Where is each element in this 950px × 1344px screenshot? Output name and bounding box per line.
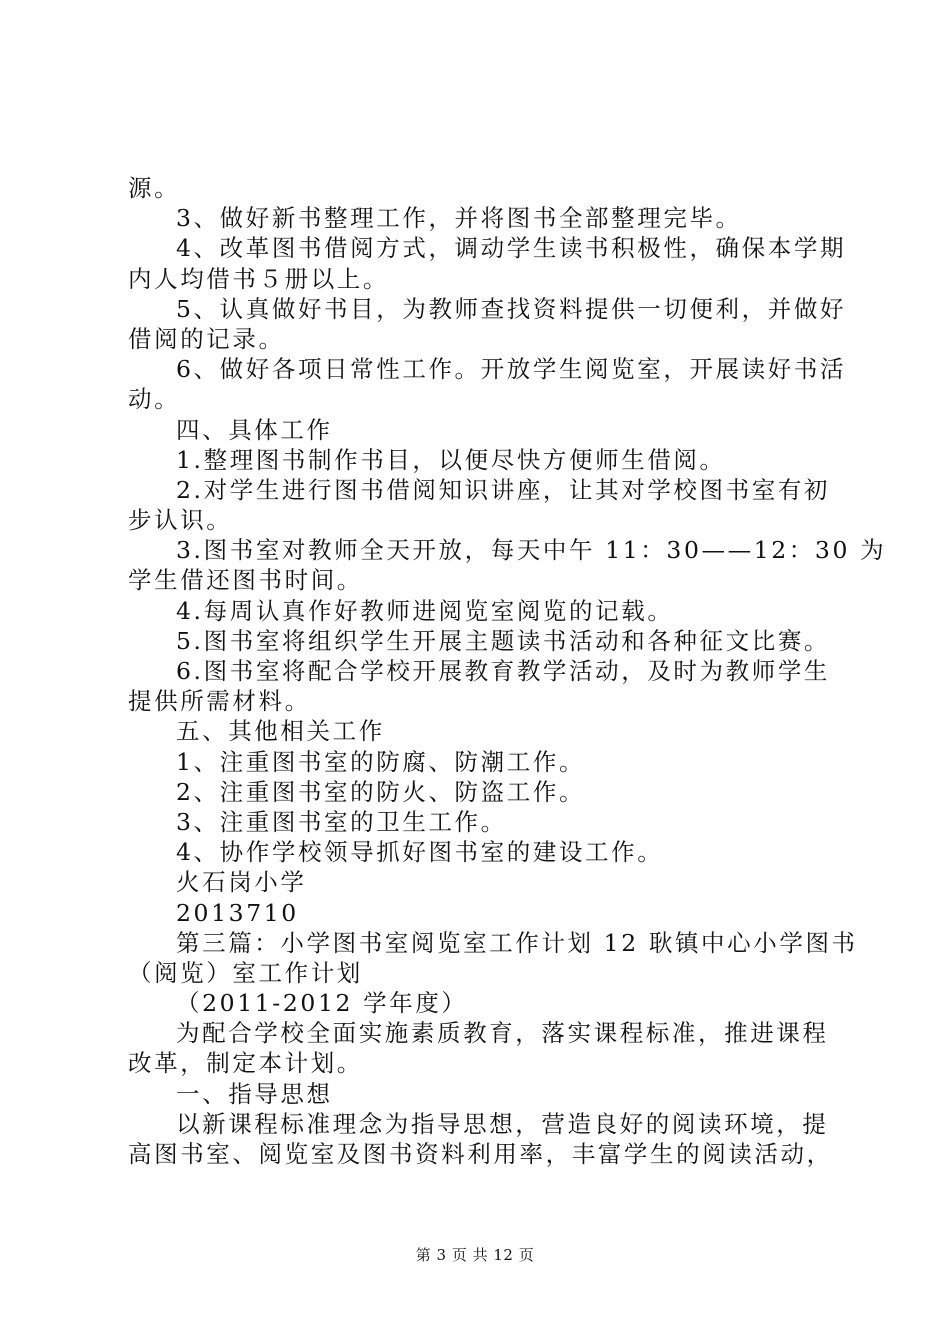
paragraph-line: 四、具体工作: [176, 415, 333, 444]
paragraph-line: 3、注重图书室的卫生工作。: [176, 807, 507, 836]
paragraph-line: 改革，制定本计划。: [128, 1049, 363, 1078]
paragraph-line: 6、做好各项日常性工作。开放学生阅览室，开展读好书活: [176, 355, 847, 384]
paragraph-line: 4、协作学校领导抓好图书室的建设工作。: [176, 838, 664, 867]
paragraph-line: 2、注重图书室的防火、防盗工作。: [176, 777, 586, 806]
paragraph-line: 1、注重图书室的防腐、防潮工作。: [176, 747, 586, 776]
paragraph-line: 为配合学校全面实施素质教育，落实课程标准，推进课程: [176, 1019, 829, 1048]
paragraph-line: （2011-2012 学年度）: [176, 989, 468, 1018]
paragraph-line: 2.对学生进行图书借阅知识讲座，让其对学校图书室有初: [176, 475, 831, 504]
paragraph-line: 内人均借书５册以上。: [128, 264, 389, 293]
paragraph-line: 源。: [128, 174, 181, 202]
document-body: [128, 173, 887, 1169]
paragraph-line: 提供所需材料。: [128, 687, 311, 716]
paragraph-line: 一、指导思想: [176, 1079, 333, 1108]
paragraph-line: 4.每周认真作好教师进阅览室阅览的记载。: [176, 596, 674, 625]
page-footer: 第 3 页 共 12 页: [415, 1246, 535, 1264]
paragraph-line: 高图书室、阅览室及图书资料利用率，丰富学生的阅读活动，: [128, 1140, 833, 1168]
paragraph-line: 5.图书室将组织学生开展主题读书活动和各种征文比赛。: [176, 626, 831, 655]
paragraph-line: 借阅的记录。: [128, 324, 285, 353]
paragraph-line: 3.图书室对教师全天开放，每天中午 11：30——12：30 为: [176, 536, 887, 565]
paragraph-line: 动。: [128, 385, 181, 414]
paragraph-line: 6.图书室将配合学校开展教育教学活动，及时为教师学生: [176, 657, 831, 685]
paragraph-line: 第三篇：小学图书室阅览室工作计划 12 耿镇中心小学图书: [176, 928, 858, 957]
paragraph-line: 4、改革图书借阅方式，调动学生读书积极性，确保本学期: [176, 234, 847, 263]
paragraph-line: 3、做好新书整理工作，并将图书全部整理完毕。: [176, 204, 742, 233]
paragraph-line: 火石岗小学: [176, 868, 307, 897]
paragraph-line: 学生借还图书时间。: [128, 566, 363, 595]
paragraph-line: （阅览）室工作计划: [128, 958, 363, 987]
paragraph-line: 2013710: [176, 898, 299, 927]
paragraph-line: 以新课程标准理念为指导思想，营造良好的阅读环境，提: [176, 1109, 829, 1138]
paragraph-line: 1.整理图书制作书目，以便尽快方便师生借阅。: [176, 445, 726, 474]
paragraph-line: 步认识。: [128, 506, 233, 535]
paragraph-line: 五、其他相关工作: [176, 717, 385, 746]
paragraph-line: 5、认真做好书目，为教师查找资料提供一切便利，并做好: [176, 294, 847, 323]
